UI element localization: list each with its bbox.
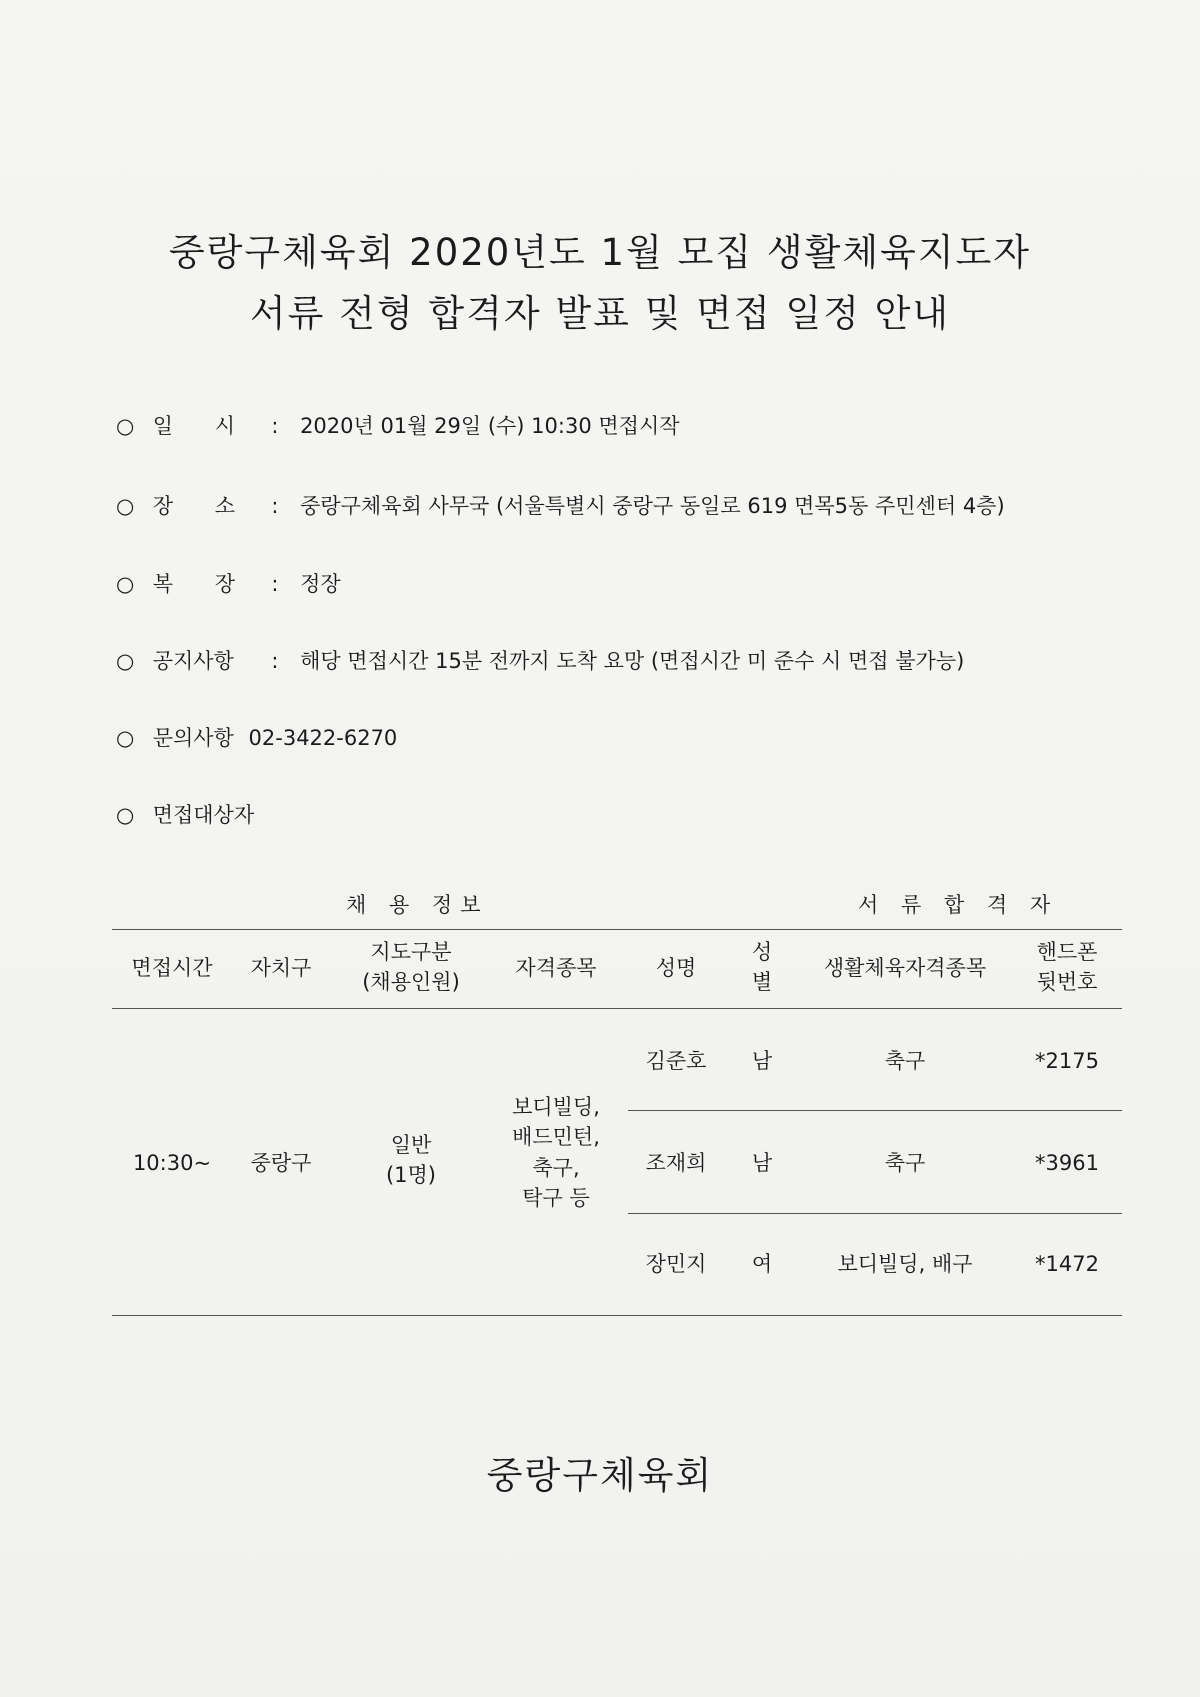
candidate-phone: *2175 bbox=[1035, 1049, 1099, 1073]
header-qualification: 자격종목 bbox=[515, 956, 597, 980]
header-bottom-rule bbox=[112, 1008, 1122, 1009]
candidate-phone: *1472 bbox=[1035, 1252, 1099, 1276]
info-value: 해당 면접시간 15분 전까지 도착 요망 (면접시간 미 준수 시 면접 불가능) bbox=[300, 649, 965, 673]
header-sex: 성 별 bbox=[751, 940, 773, 995]
bullet: ○ bbox=[116, 414, 135, 438]
candidate-sport: 축구 bbox=[884, 1049, 926, 1073]
row-divider bbox=[628, 1213, 1122, 1214]
info-row-place bbox=[116, 490, 1005, 520]
bullet: ○ bbox=[116, 803, 135, 827]
header-interview-time: 면접시간 bbox=[131, 956, 213, 980]
candidate-sex: 남 bbox=[751, 1151, 773, 1175]
document-title-line1: 중랑구체육회 2020년도 1월 모집 생활체육지도자 bbox=[168, 231, 1032, 274]
candidate-name: 조재희 bbox=[645, 1151, 707, 1175]
header-name: 성명 bbox=[655, 956, 697, 980]
colon: : bbox=[271, 494, 279, 518]
info-row-date bbox=[116, 410, 680, 440]
info-value: 중랑구체육회 사무국 (서울특별시 중랑구 동일로 619 면목5동 주민센터 4층) bbox=[300, 494, 1005, 518]
colon: : bbox=[271, 572, 279, 596]
info-label: 일 시 bbox=[152, 414, 235, 438]
job-qualification: 보디빌딩, 배드민턴, 축구, 탁구 등 bbox=[512, 1095, 600, 1211]
bullet: ○ bbox=[116, 726, 135, 750]
header-sport: 생활체육자격종목 bbox=[823, 956, 987, 980]
job-interview-time: 10:30~ bbox=[132, 1151, 212, 1175]
header-guide-type: 지도구분 (채용인원) bbox=[362, 940, 460, 995]
info-row-dress bbox=[116, 568, 341, 598]
info-label: 문의사항 bbox=[152, 726, 234, 750]
candidate-sport: 축구 bbox=[884, 1151, 926, 1175]
bullet: ○ bbox=[116, 494, 135, 518]
bullet: ○ bbox=[116, 649, 135, 673]
colon: : bbox=[271, 414, 279, 438]
info-label: 면접대상자 bbox=[152, 803, 255, 827]
candidate-name: 김준호 bbox=[645, 1049, 707, 1073]
candidate-name: 장민지 bbox=[645, 1252, 707, 1276]
info-row-candidates bbox=[116, 799, 254, 829]
colon: : bbox=[271, 649, 279, 673]
info-value: 정장 bbox=[300, 572, 341, 596]
job-district: 중랑구 bbox=[250, 1151, 312, 1175]
candidate-sex: 여 bbox=[751, 1252, 773, 1276]
info-value: 02-3422-6270 bbox=[248, 726, 398, 750]
table-group-passers: 서 류 합 격 자 bbox=[858, 893, 1059, 917]
table-bottom-rule bbox=[112, 1315, 1122, 1316]
candidate-sport: 보디빌딩, 배구 bbox=[837, 1252, 973, 1276]
candidate-sex: 남 bbox=[751, 1049, 773, 1073]
info-label: 복 장 bbox=[152, 572, 235, 596]
issuer-name: 중랑구체육회 bbox=[486, 1454, 714, 1497]
table-group-job-info: 채 용 정보 bbox=[346, 893, 489, 917]
info-value: 2020년 01월 29일 (수) 10:30 면접시작 bbox=[300, 414, 680, 438]
header-district: 자치구 bbox=[250, 956, 312, 980]
info-row-contact bbox=[116, 722, 397, 752]
info-label: 장 소 bbox=[152, 494, 235, 518]
document-title-line2: 서류 전형 합격자 발표 및 면접 일정 안내 bbox=[249, 292, 951, 335]
table-top-rule bbox=[112, 929, 1122, 930]
candidate-phone: *3961 bbox=[1035, 1151, 1099, 1175]
info-label: 공지사항 bbox=[152, 649, 234, 673]
info-row-notice bbox=[116, 645, 964, 675]
row-divider bbox=[628, 1110, 1122, 1111]
job-guide-type: 일반 (1명) bbox=[385, 1133, 437, 1188]
bullet: ○ bbox=[116, 572, 135, 596]
header-phone: 핸드폰 뒷번호 bbox=[1036, 940, 1098, 995]
